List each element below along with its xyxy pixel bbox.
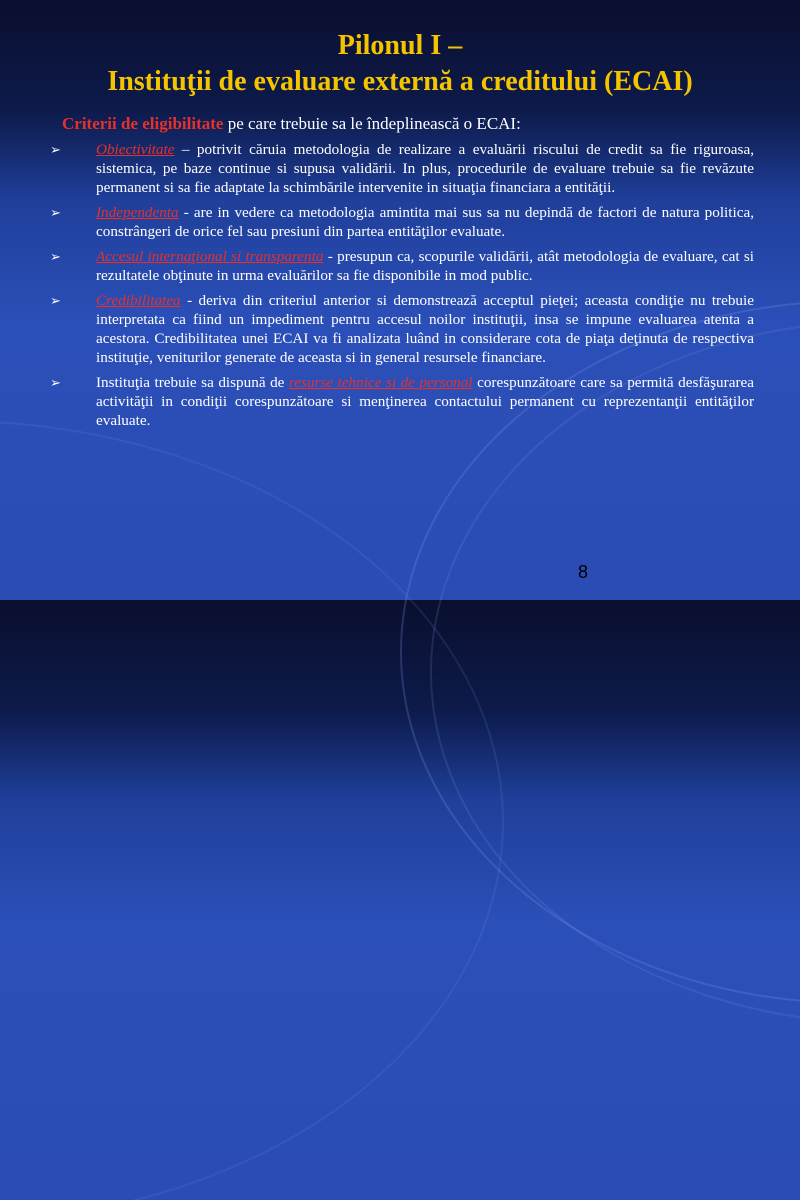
slide-title xyxy=(0,28,800,100)
decorative-arc xyxy=(0,420,504,1200)
page-number: 8 xyxy=(578,562,589,582)
bullet-text-after: - deriva din criteriul anterior si demonstrează acceptul pieţei; aceasta condiţie nu trebuie interpretata ca fiind un impediment pentru accesul noilor instituţii, insa se impune evaluarea atenta a acestora. Credibilitatea unei ECAI va fi analizata luând in considerare cota de piaţa deţinuta de respectiva instituţie, veniturilor generate de aceasta si in general resursele financiare. xyxy=(96,292,754,366)
bullet-text-before: Instituţia trebuie sa dispună de xyxy=(96,374,289,391)
criteria-term: Credibilitatea xyxy=(96,292,181,309)
criteria-term: Obiectivitate xyxy=(96,141,175,158)
bullet-text-after: - are in vedere ca metodologia amintita mai sus sa nu depindă de factori de natura politica, constrângeri de orice fel sau presiuni din partea entităţilor evaluate. xyxy=(96,204,754,240)
criteria-item-objectivity xyxy=(50,140,754,197)
criteria-list xyxy=(50,140,754,436)
criteria-item-access-transparency xyxy=(50,247,754,285)
criteria-term: Independenta xyxy=(96,204,179,221)
criteria-term: resurse tehnice si de personal xyxy=(288,374,473,391)
intro-text: pe care trebuie sa le îndeplinească o ECAI: xyxy=(223,114,521,133)
criteria-item-resources xyxy=(50,373,754,430)
arrow-bullet-icon: ➢ xyxy=(50,249,61,264)
criteria-item-credibility xyxy=(50,291,754,367)
slide-title-line-1: Pilonul I – xyxy=(337,30,463,61)
bullet-text-after: corespunzătoare care sa permită desfăşurarea activităţii in condiţii corespunzătoare si menţinerea contactului permanent cu reprezentanţii entităţilor evaluate. xyxy=(96,374,754,429)
bullet-text-after: – potrivit căruia metodologia de realizare a evaluării riscului de credit sa fie riguroasa, sistemica, pe baze continue si supusa validării. In plus, procedurile de evaluare trebuie sa fie revăzute permanent si sa fie adaptate la schimbările intervenite in situaţia financiara a entităţii. xyxy=(96,141,754,196)
intro-line xyxy=(62,114,782,134)
bullet-text-after: - presupun ca, scopurile validării, atât metodologia de evaluare, cat si rezultatele obţinute in urma evaluărilor sa fie disponibile in mod public. xyxy=(96,248,754,284)
slide-title-line-2: Instituţii de evaluare externă a creditului (ECAI) xyxy=(107,66,693,97)
criteria-term: Accesul internaţional si transparenta xyxy=(96,248,324,265)
arrow-bullet-icon: ➢ xyxy=(50,142,61,157)
arrow-bullet-icon: ➢ xyxy=(50,293,61,308)
criteria-item-independence xyxy=(50,203,754,241)
arrow-bullet-icon: ➢ xyxy=(50,205,61,220)
criteria-label: Criterii de eligibilitate xyxy=(62,114,224,133)
arrow-bullet-icon: ➢ xyxy=(50,375,61,390)
